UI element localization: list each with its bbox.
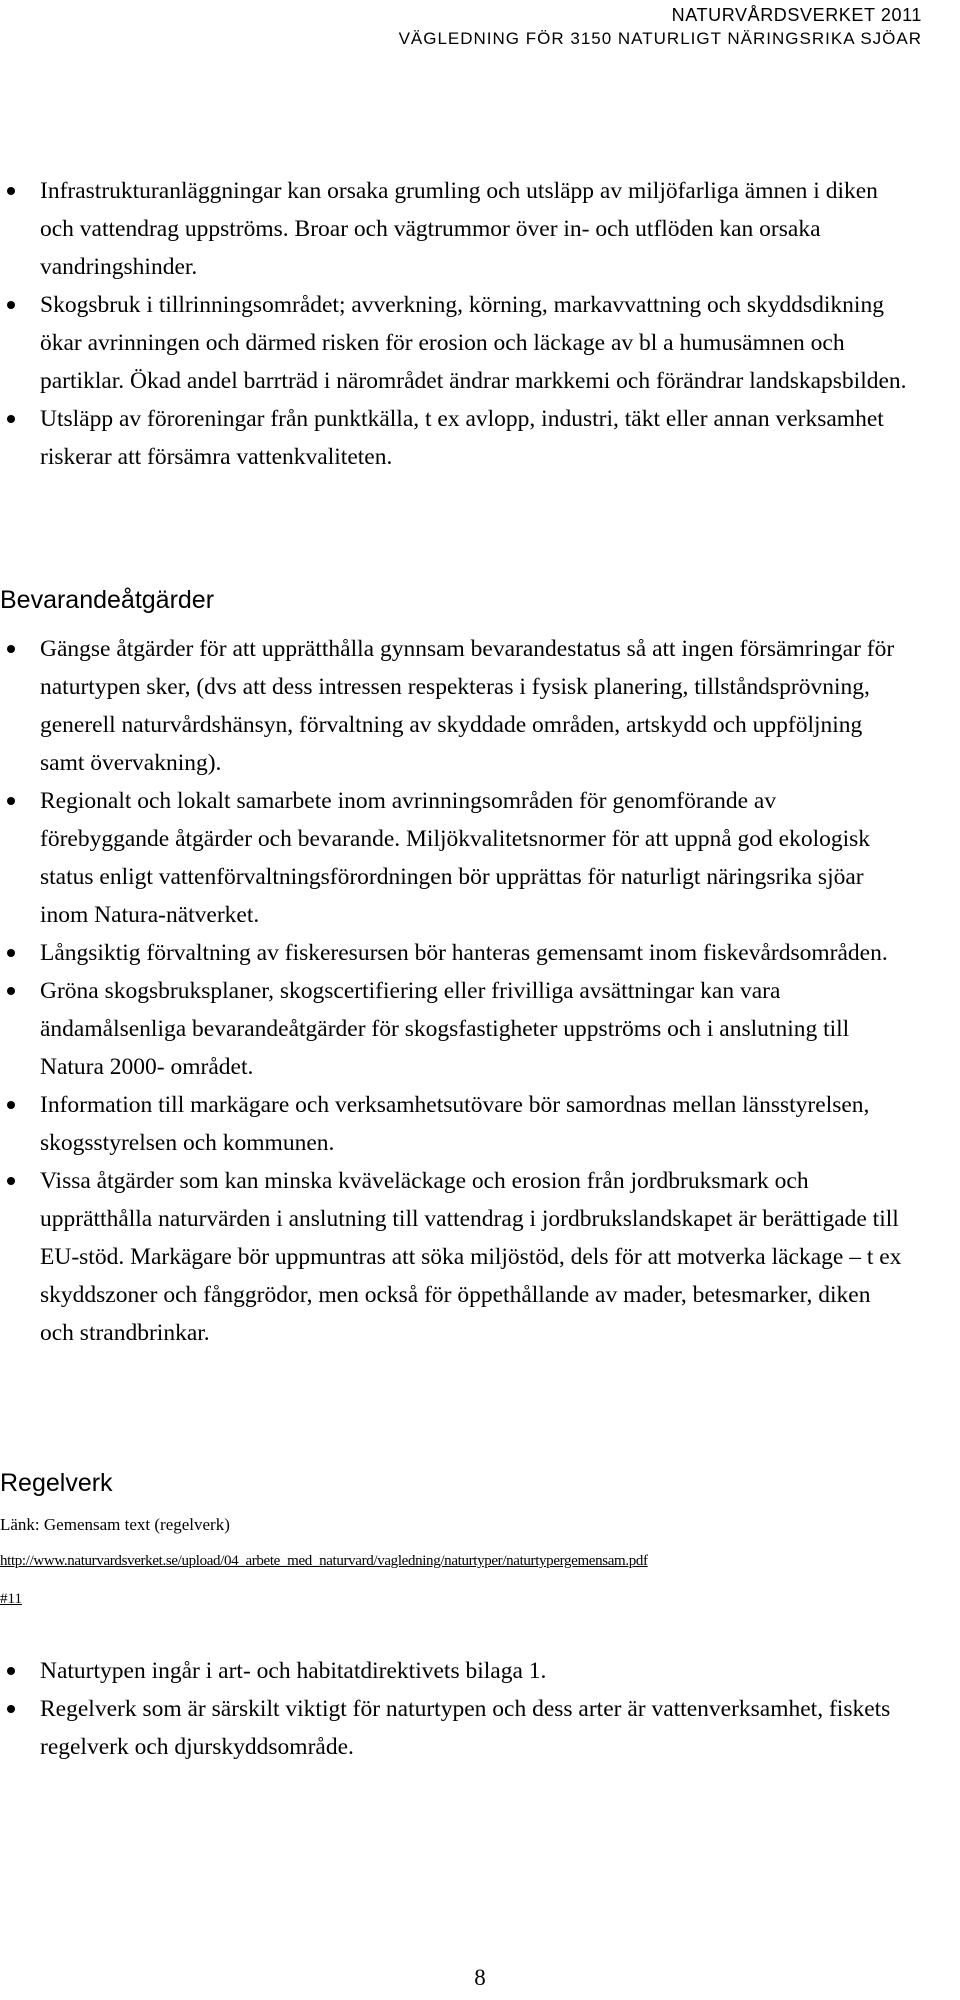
bullet-icon: [7, 949, 15, 957]
list-item-text: Gröna skogsbruksplaner, skogscertifiering eller frivilliga avsättningar kan vara ändamålsenliga bevarandeåtgärder för skogsfastigheter uppströms och i anslutning till Natura 2000- området.: [40, 978, 850, 1080]
list-item-text: Skogsbruk i tillrinningsområdet; avverkning, körning, markavvattning och skyddsdikning ökar avrinningen och därmed risken för erosion och läckage av bl a humusämnen och partiklar. Ökad andel barrträd i närområdet ändrar markkemi och förändrar landskapsbilden.: [40, 292, 907, 394]
list-item-text: Infrastrukturanläggningar kan orsaka grumling och utsläpp av miljöfarliga ämnen i diken och vattendrag uppströms. Broar och vägtrummor över in- och utflöden kan orsaka vandringshinder.: [40, 178, 878, 280]
bullet-icon: [7, 987, 15, 995]
list-item: [0, 286, 910, 400]
list-item: [0, 972, 910, 1086]
list-item-text: Långsiktig förvaltning av fiskeresursen bör hanteras gemensamt inom fiskevårdsområden.: [40, 940, 888, 966]
list-item-text: Vissa åtgärder som kan minska kväveläckage och erosion från jordbruksmark och upprätthålla naturvärden i anslutning till vattendrag i jordbrukslandskapet är berättigade till EU-stöd. Markägare bör uppmuntras att söka miljöstöd, dels för att motverka läckage – t ex skyddszoner och fånggrödor, men också för öppethållande av mader, betesmarker, diken och strandbrinkar.: [40, 1168, 902, 1346]
list-item: [0, 1690, 910, 1766]
regelverk-list: [0, 1652, 910, 1766]
list-item-text: Naturtypen ingår i art- och habitatdirektivets bilaga 1.: [40, 1658, 547, 1684]
bullet-icon: [7, 1101, 15, 1109]
bullet-icon: [7, 301, 15, 309]
list-item-text: Regionalt och lokalt samarbete inom avrinningsområden för genomförande av förebyggande åtgärder och bevarande. Miljökvalitetsnormer för att uppnå god ekologisk status enligt vattenförvaltningsförordningen bör upprättas för naturligt näringsrika sjöar inom Natura-nätverket.: [40, 788, 871, 928]
link-label: Länk: Gemensam text (regelverk): [0, 1515, 230, 1534]
list-item: [0, 400, 910, 476]
header-document-title: VÄGLEDNING FÖR 3150 NATURLIGT NÄRINGSRIKA SJÖAR: [398, 29, 922, 48]
bullet-icon: [7, 1177, 15, 1185]
list-item: [0, 934, 910, 972]
section-heading-bevarande: Bevarandeåtgärder: [0, 586, 215, 614]
list-item: [0, 782, 910, 934]
list-item-text: Information till markägare och verksamhetsutövare bör samordnas mellan länsstyrelsen, skogsstyrelsen och kommunen.: [40, 1092, 870, 1156]
list-item: [0, 1086, 910, 1162]
list-item: [0, 630, 910, 782]
bullet-icon: [7, 1705, 15, 1713]
bullet-icon: [7, 645, 15, 653]
regelverk-link[interactable]: http://www.naturvardsverket.se/upload/04_arbete_med_naturvard/vagledning/naturtyper/naturtypergemensam.pdf: [0, 1553, 648, 1569]
page-number: 8: [474, 1965, 486, 1990]
list-item-text: Regelverk som är särskilt viktigt för naturtypen och dess arter är vattenverksamhet, fiskets regelverk och djurskyddsområde.: [40, 1696, 891, 1760]
page-header: [399, 3, 922, 51]
bevarande-list: [0, 630, 910, 1352]
regelverk-link-anchor[interactable]: #11: [0, 1591, 22, 1607]
list-item: [0, 1162, 910, 1352]
bullet-icon: [7, 187, 15, 195]
list-item: [0, 172, 910, 286]
header-publisher: NATURVÅRDSVERKET 2011: [671, 5, 922, 25]
list-item-text: Utsläpp av föroreningar från punktkälla, t ex avlopp, industri, täkt eller annan verksamhet riskerar att försämra vattenkvaliteten.: [40, 406, 884, 470]
threats-list: [0, 172, 910, 476]
bullet-icon: [7, 797, 15, 805]
bullet-icon: [7, 415, 15, 423]
bullet-icon: [7, 1667, 15, 1675]
list-item-text: Gängse åtgärder för att upprätthålla gynnsam bevarandestatus så att ingen försämringar för naturtypen sker, (dvs att dess intressen respekteras i fysisk planering, tillståndsprövning, generell naturvårdshänsyn, förvaltning av skyddade områden, artskydd och uppföljning samt övervakning).: [40, 636, 895, 776]
section-heading-regelverk: Regelverk: [0, 1469, 113, 1497]
list-item: [0, 1652, 910, 1690]
